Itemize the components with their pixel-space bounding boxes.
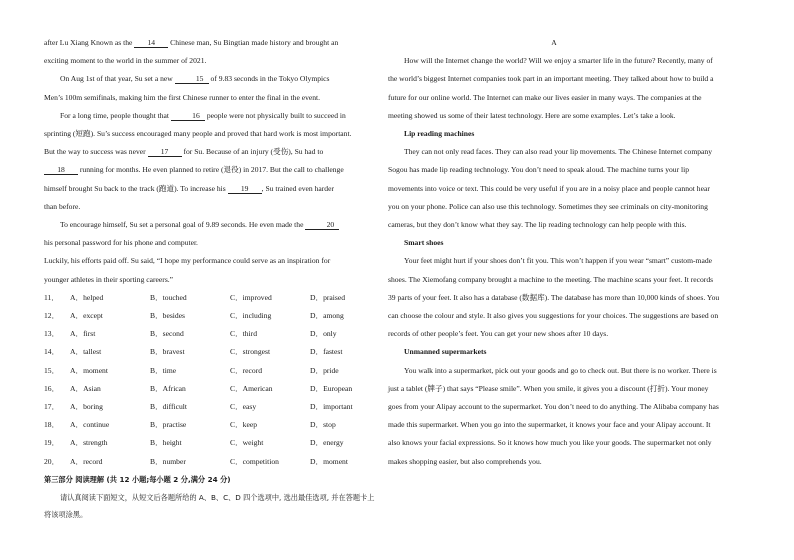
blank-14: 14 — [134, 38, 168, 48]
section-heading: Lip reading machines — [404, 129, 475, 139]
option-b: B．number — [150, 456, 186, 466]
option-a: A．continue — [70, 420, 110, 430]
option-d: D．important — [310, 402, 353, 412]
passage-line — [44, 216, 376, 234]
option-a: A．moment — [70, 365, 108, 375]
option-d: D．moment — [310, 456, 348, 466]
passage-line — [44, 125, 376, 143]
passage-line — [44, 143, 376, 161]
passage-text: for Su. Because of an injury (受伤), Su had to — [181, 147, 324, 157]
option-b: B．time — [150, 365, 177, 375]
passage-line — [44, 198, 376, 216]
passage-line — [44, 180, 376, 198]
option-row — [44, 343, 376, 361]
option-c: C．strongest — [230, 347, 271, 357]
passage-line — [44, 34, 376, 52]
option-row — [44, 398, 376, 416]
question-number: 19． — [44, 438, 60, 448]
cloze-passage — [44, 34, 376, 289]
passage-text: his personal password for his phone and computer. — [44, 238, 198, 248]
passage-line — [44, 89, 376, 107]
passage-text: younger athletes in their sporting careers.” — [44, 274, 174, 284]
option-a: A．Asian — [70, 383, 101, 393]
option-b: B．height — [150, 438, 182, 448]
option-c: C．third — [230, 329, 258, 339]
passage-text: himself brought Su back to the track (跑道). To increase his — [44, 183, 228, 193]
reading-passage-a — [388, 52, 720, 471]
paragraph: Your feet might hurt if your shoes don’t fit you. This won’t happen if you wear “smart” custom-made shoes. The Xiemofang company brought a machine to the meeting. The machine scans your feet. It records 39 parts of your feet. It also has a database (数据库). The database has more than 10,000 kinds of shoes. You can choose the colour and style. It also gives you suggestions for your choices. The suggestions are based on records of other people’s feet. You can get your new shoes after 10 days. — [388, 256, 720, 339]
blank-20: 20 — [305, 220, 339, 230]
section-instructions: 请认真阅读下面短文，从短文后各题所给的 A、B、C、D 四个选项中, 选出最佳选项, 并在答题卡上将该项涂黑。 — [44, 493, 375, 520]
option-d: D．fastest — [310, 347, 343, 357]
passage-text: But the way to success was never — [44, 147, 148, 157]
passage-text: Luckily, his efforts paid off. Su said, “I hope my performance could serve as an inspiration for — [44, 256, 331, 266]
passage-text: running for months. He even planned to retire (退役) in 2017. But the call to challenge — [78, 165, 344, 175]
question-number: 18． — [44, 420, 60, 430]
passage-line — [44, 52, 376, 70]
question-number: 14． — [44, 347, 60, 357]
option-a: A．tallest — [70, 347, 102, 357]
option-c: C．including — [230, 311, 272, 321]
passage-text: of 9.83 seconds in the Tokyo Olympics — [208, 74, 330, 84]
option-c: C．easy — [230, 402, 257, 412]
paragraph: How will the Internet change the world? Will we enjoy a smarter life in the future? Recently, many of the world’s biggest Internet companies took part in an important meeting. They talked about how to build a future for our online world. The Internet can make our lives easier in many ways. The companies at the meeting showed us some of their latest technology. Here are some examples. Let’s take a look. — [388, 56, 714, 120]
option-b: B．practise — [150, 420, 187, 430]
passage-text: than before. — [44, 201, 81, 211]
blank-16: 16 — [171, 111, 205, 121]
blank-19: 19 — [228, 184, 262, 194]
section-title: 第三部分 阅读理解 (共 12 小题;每小题 2 分,满分 24 分) — [44, 474, 231, 484]
option-row — [44, 416, 376, 434]
question-number: 11． — [44, 292, 59, 302]
option-a: A．except — [70, 311, 103, 321]
option-c: C．competition — [230, 456, 279, 466]
passage-text: after Lu Xiang Known as the — [44, 38, 135, 47]
option-b: B．African — [150, 383, 186, 393]
passage-text: On Aug 1st of that year, Su set a new — [60, 74, 175, 84]
option-d: D．European — [310, 383, 353, 393]
left-column — [44, 34, 376, 523]
option-c: C．keep — [230, 420, 257, 430]
right-column — [388, 34, 720, 471]
passage-text: Chinese man, Su Bingtian made history and brought an — [168, 38, 339, 47]
section-heading: Smart shoes — [404, 238, 444, 248]
passage-text: To encourage himself, Su set a personal goal of 9.89 seconds. He even made the — [60, 220, 306, 230]
passage-text: For a long time, people thought that — [60, 110, 171, 120]
passage-text: Men’s 100m semifinals, making him the first Chinese runner to enter the final in the event. — [44, 92, 321, 102]
option-b: B．touched — [150, 292, 187, 302]
option-row — [44, 307, 376, 325]
option-a: A．strength — [70, 438, 108, 448]
question-number: 13． — [44, 329, 60, 339]
option-d: D．only — [310, 329, 337, 339]
option-row — [44, 380, 376, 398]
question-number: 20． — [44, 456, 60, 466]
passage-line — [44, 234, 376, 252]
paragraph: They can not only read faces. They can also read your lip movements. The Chinese Internet company Sogou has made lip reading technology. You don’t need to speak aloud. The machine turns your lip movements into voice or text. This could be very useful if you are in a noisy place and people cannot hear you on your phone. Police can also use this technology. Sometimes they see criminals on city-monitoring cameras, but they don’t know what they say. The lip reading technology can help people with this. — [388, 147, 713, 230]
option-row — [44, 289, 376, 307]
passage-line — [44, 70, 376, 88]
section-heading: Unmanned supermarkets — [404, 347, 487, 357]
passage-letter: A — [551, 38, 557, 47]
option-row — [44, 362, 376, 380]
passage-line — [44, 107, 376, 125]
passage-text: , Su trained even harder — [261, 183, 334, 193]
passage-text: people were not physically built to succeed in — [204, 110, 346, 120]
option-d: D．among — [310, 311, 344, 321]
passage-line — [44, 252, 376, 270]
passage-text: sprinting (短跑). Su’s success encouraged many people and proved that hard work is most important. — [44, 129, 352, 139]
question-number: 12． — [44, 311, 60, 321]
option-a: A．helped — [70, 292, 104, 302]
option-b: B．besides — [150, 311, 186, 321]
blank-18: 18 — [44, 165, 78, 175]
option-b: B．second — [150, 329, 184, 339]
passage-line — [44, 161, 376, 179]
blank-17: 17 — [148, 147, 182, 157]
option-a: A．boring — [70, 402, 103, 412]
option-c: C．record — [230, 365, 263, 375]
question-number: 17． — [44, 402, 60, 412]
option-b: B．bravest — [150, 347, 185, 357]
option-c: C．weight — [230, 438, 264, 448]
blank-15: 15 — [175, 74, 209, 84]
option-d: D．praised — [310, 292, 346, 302]
passage-line — [44, 271, 376, 289]
option-d: D．stop — [310, 420, 336, 430]
question-number: 15． — [44, 365, 60, 375]
option-b: B．difficult — [150, 402, 187, 412]
option-a: A．first — [70, 329, 96, 339]
option-row — [44, 434, 376, 452]
passage-text: exciting moment to the world in the summer of 2021. — [44, 56, 207, 66]
option-d: D．energy — [310, 438, 344, 448]
option-row — [44, 325, 376, 343]
option-d: D．pride — [310, 365, 339, 375]
paragraph: You walk into a supermarket, pick out your goods and go to check out. But there is no worker. There is just a tablet (牌子) that says “Please smile”. When you smile, it gives you a discount (打折). Your money goes from your Alipay account to the supermarket. You don’t need to do anything. The Alibaba company has made this supermarket. When you go into the supermarket, it knows your face and your Alipay account. It also knows your facial expressions. So it knows how much you like your goods. The supermarket not only makes shopping easier, but also comprehends you. — [388, 365, 719, 466]
option-c: C．American — [230, 383, 273, 393]
option-a: A．record — [70, 456, 103, 466]
option-row — [44, 453, 376, 471]
option-c: C．improved — [230, 292, 272, 302]
cloze-options — [44, 289, 376, 471]
question-number: 16． — [44, 383, 60, 393]
